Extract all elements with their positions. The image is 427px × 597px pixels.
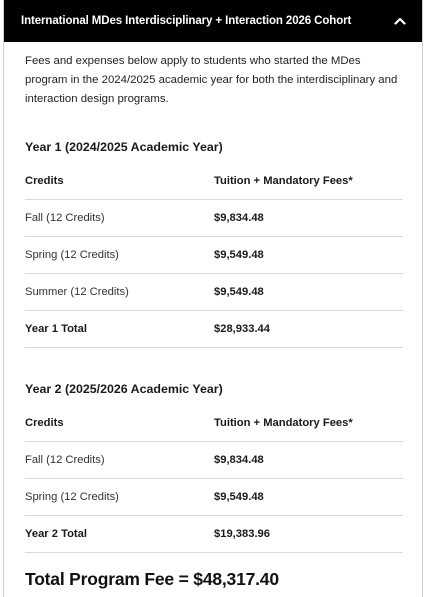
intro-text: Fees and expenses below apply to students who started the MDes program in the 2024/2025 academic year for both the interdisciplinary and interaction design programs. <box>25 55 398 105</box>
term-label: Summer (12 Credits) <box>25 274 214 311</box>
accordion-header[interactable] <box>4 0 422 42</box>
credits-column-header: Credits <box>25 163 214 200</box>
fee-accordion <box>3 0 423 597</box>
table-row <box>25 237 403 274</box>
term-amount: $9,834.48 <box>214 200 403 237</box>
total-label: Year 2 Total <box>25 516 214 553</box>
total-program-fee: Total Program Fee = $48,317.40 <box>25 569 279 589</box>
chevron-up-icon[interactable] <box>391 12 409 30</box>
table-row <box>25 274 403 311</box>
term-label: Fall (12 Credits) <box>25 442 214 479</box>
fees-column-header: Tuition + Mandatory Fees* <box>214 163 403 200</box>
fees-column-header: Tuition + Mandatory Fees* <box>214 405 403 442</box>
table-row <box>25 200 403 237</box>
total-amount: $19,383.96 <box>214 516 403 553</box>
year2-fee-table <box>25 405 403 553</box>
credits-column-header: Credits <box>25 405 214 442</box>
term-label: Spring (12 Credits) <box>25 237 214 274</box>
year1-fee-table <box>25 163 403 348</box>
term-amount: $9,834.48 <box>214 442 403 479</box>
table-header-row <box>25 163 403 200</box>
table-row <box>25 479 403 516</box>
term-amount: $9,549.48 <box>214 237 403 274</box>
term-label: Fall (12 Credits) <box>25 200 214 237</box>
year1-total-row <box>25 311 403 348</box>
term-amount: $9,549.48 <box>214 274 403 311</box>
accordion-title[interactable]: International MDes Interdisciplinary + Interaction 2026 Cohort <box>21 15 352 27</box>
year1-title: Year 1 (2024/2025 Academic Year) <box>25 140 223 154</box>
year2-title: Year 2 (2025/2026 Academic Year) <box>25 382 223 396</box>
accordion-body <box>4 52 422 590</box>
table-row <box>25 442 403 479</box>
term-amount: $9,549.48 <box>214 479 403 516</box>
total-label: Year 1 Total <box>25 311 214 348</box>
term-label: Spring (12 Credits) <box>25 479 214 516</box>
table-header-row <box>25 405 403 442</box>
total-amount: $28,933.44 <box>214 311 403 348</box>
year2-total-row <box>25 516 403 553</box>
